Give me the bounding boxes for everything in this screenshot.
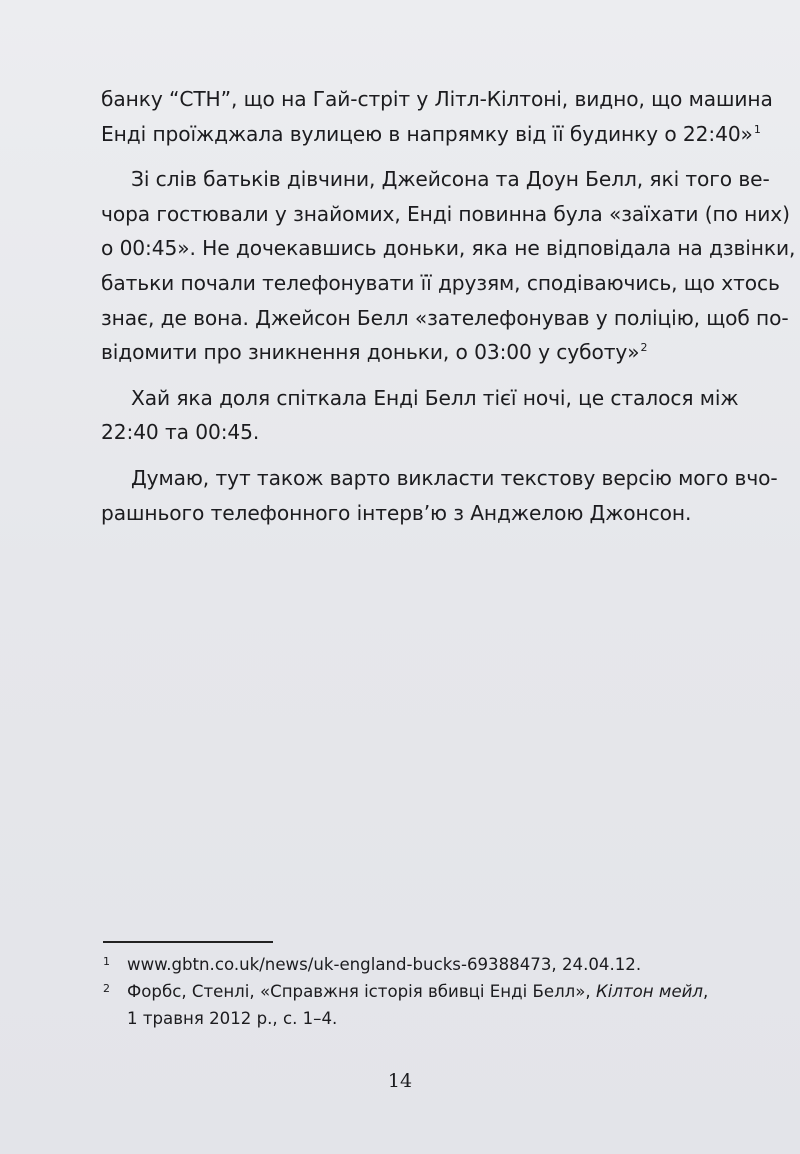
footnotes [103, 951, 709, 1032]
footnote-mark: 2 [103, 982, 110, 995]
footnote-text [127, 978, 709, 1005]
paragraph-1 [101, 82, 773, 151]
footnote-mark: 1 [103, 955, 110, 968]
paragraph-2 [101, 162, 796, 370]
text-line: Думаю, тут також варто викласти текстову версію мого вчо- [131, 465, 778, 490]
text-line: рашнього телефонного інтерв’ю з Анджелою Джонсон. [101, 500, 692, 525]
footnote-divider [103, 941, 273, 943]
body-text [101, 82, 796, 541]
paragraph-4 [101, 461, 778, 530]
text-line-content: відомити про зникнення доньки, о 03:00 у суботу» [101, 340, 640, 365]
footnote-text: 1 травня 2012 р., с. 1–4. [127, 1009, 338, 1028]
text-line: Зі слів батьків дівчини, Джейсона та Доун Белл, які того ве- [131, 167, 770, 192]
text-line: знає, де вона. Джейсон Белл «зателефонував у поліцію, щоб по- [101, 305, 789, 330]
text-line: батьки почали телефонувати її друзям, сподіваючись, що хтось [101, 270, 780, 295]
footnote-text-part: , [703, 982, 709, 1001]
footnote-publication: Кілтон мейл [595, 982, 704, 1001]
text-line-content: Енді проїжджала вулицею в напрямку від її будинку о 22:40» [101, 121, 753, 146]
text-line: о 00:45». Не дочекавшись доньки, яка не відповідала на дзвінки, [101, 236, 796, 261]
footnote-text: www.gbtn.co.uk/news/uk-england-bucks-69388473, 24.04.12. [127, 955, 642, 974]
footnote-reference: 2 [640, 341, 648, 355]
text-line: чора гостювали у знайомих, Енді повинна була «заїхати (по них) [101, 201, 790, 226]
page-number: 14 [387, 1070, 413, 1092]
text-line: 22:40 та 00:45. [101, 420, 260, 445]
footnote-1 [103, 951, 699, 978]
footnote-text-part: Форбс, Стенлі, «Справжня історія вбивці Енді Белл», [127, 982, 596, 1001]
footnote-2 [103, 978, 709, 1032]
text-line: банку “СТН”, що на Гай-стріт у Літл-Кілтоні, видно, що машина [101, 87, 773, 111]
text-line: Хай яка доля спіткала Енді Белл тієї ночі, це сталося між [131, 385, 739, 410]
text-line [101, 335, 697, 370]
paragraph-3 [101, 381, 739, 450]
footnote-reference: 1 [753, 122, 761, 136]
text-line [101, 117, 761, 152]
